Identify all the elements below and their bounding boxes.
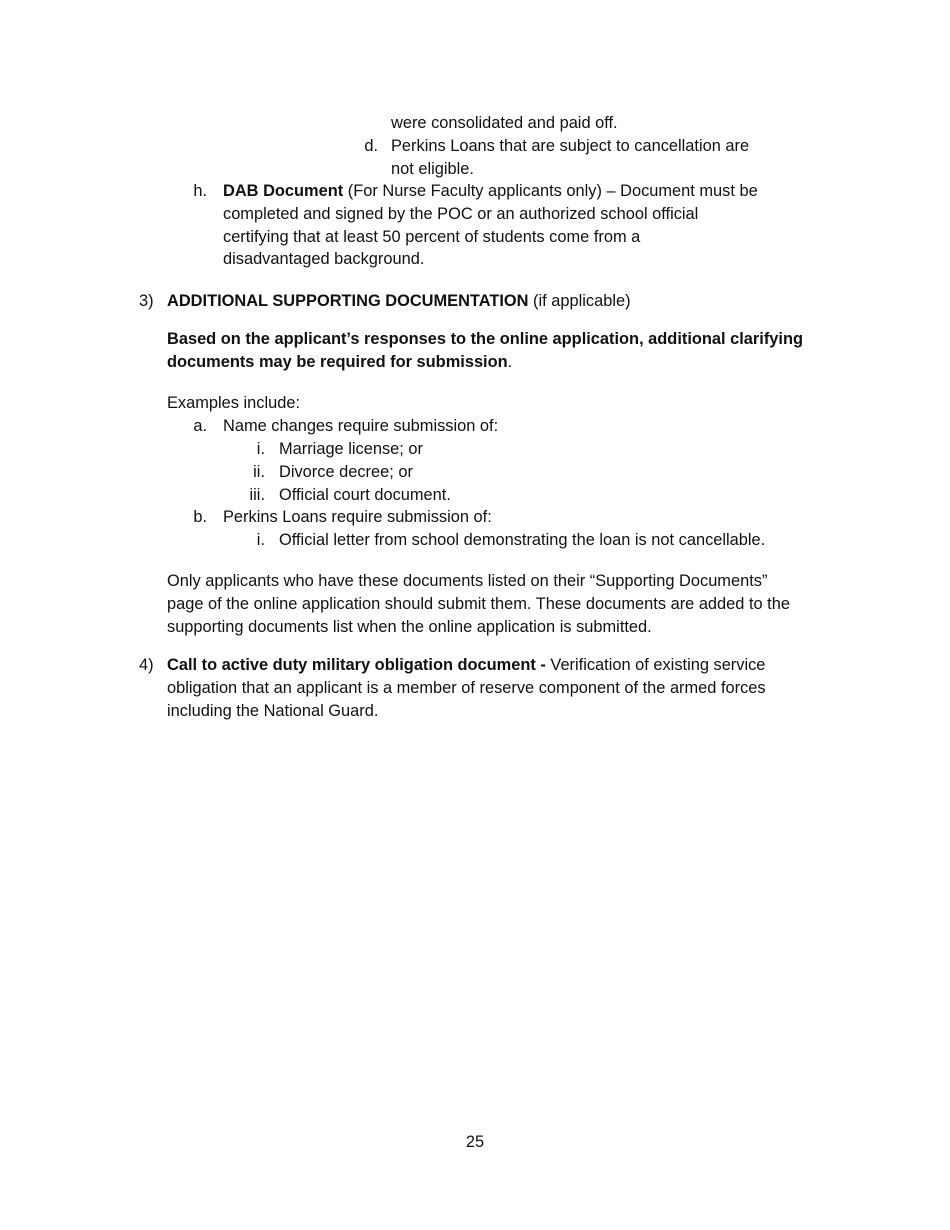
item-h-marker: h. [193, 182, 207, 200]
section-3-bold-note [167, 328, 803, 374]
sub-b-i-text: Official letter from school demonstrating the loan is not cancellable. [279, 531, 766, 549]
section-4-text [167, 654, 766, 722]
sub-ii-marker: ii. [253, 463, 265, 481]
item-b-marker: b. [193, 508, 207, 526]
item-b-text: Perkins Loans require submission of: [223, 508, 492, 526]
section-4-marker: 4) [139, 656, 154, 674]
item-h-title: DAB Document [223, 182, 344, 200]
section-4-first-line [167, 654, 766, 677]
sub-ii-text: Divorce decree; or [279, 463, 413, 481]
page-number: 25 [465, 1133, 485, 1151]
section-4-line: including the National Guard. [167, 701, 379, 720]
item-d-marker: d. [364, 137, 378, 155]
section-4-line: obligation that an applicant is a member of reserve component of the armed forces [167, 678, 766, 697]
bold-note-line-bold: documents may be required for submission [167, 352, 508, 371]
item-c-tail: were consolidated and paid off. [391, 114, 618, 132]
item-d-line: Perkins Loans that are subject to cancellation are [391, 137, 750, 155]
section-3-title: ADDITIONAL SUPPORTING DOCUMENTATION [167, 292, 529, 310]
item-h-line: disadvantaged background. [223, 250, 425, 269]
item-h-text [223, 180, 758, 271]
closing-line: Only applicants who have these documents listed on their “Supporting Documents” [167, 572, 768, 590]
item-a-text: Name changes require submission of: [223, 417, 499, 435]
item-d-line: not eligible. [391, 159, 474, 178]
item-h-first-line-rest: (For Nurse Faculty applicants only) – Document must be [343, 182, 758, 200]
section-3-marker: 3) [139, 292, 154, 310]
bold-note-line [167, 351, 803, 374]
item-h-line: certifying that at least 50 percent of students come from a [223, 227, 641, 246]
item-h-line: completed and signed by the POC or an authorized school official [223, 204, 699, 223]
bold-note-line-end: . [507, 352, 513, 371]
sub-i-text: Marriage license; or [279, 440, 423, 458]
section-3-closing [167, 570, 790, 638]
bold-note-line: Based on the applicant’s responses to the online application, additional clarifying [167, 330, 804, 348]
examples-intro: Examples include: [167, 394, 301, 412]
section-4-title: Call to active duty military obligation document - [167, 656, 546, 674]
closing-line: page of the online application should submit them. These documents are added to the [167, 594, 790, 613]
sub-i-marker: i. [256, 440, 265, 458]
item-d-text [391, 135, 749, 181]
section-4-first-line-rest: Verification of existing service [545, 656, 766, 674]
closing-line: supporting documents list when the online application is submitted. [167, 617, 652, 636]
item-h-first-line [223, 180, 758, 203]
section-3-heading [167, 290, 631, 313]
sub-iii-marker: iii. [249, 486, 265, 504]
sub-b-i-marker: i. [256, 531, 265, 549]
section-3-title-suffix: (if applicable) [528, 292, 631, 310]
sub-iii-text: Official court document. [279, 486, 451, 504]
item-a-marker: a. [193, 417, 207, 435]
